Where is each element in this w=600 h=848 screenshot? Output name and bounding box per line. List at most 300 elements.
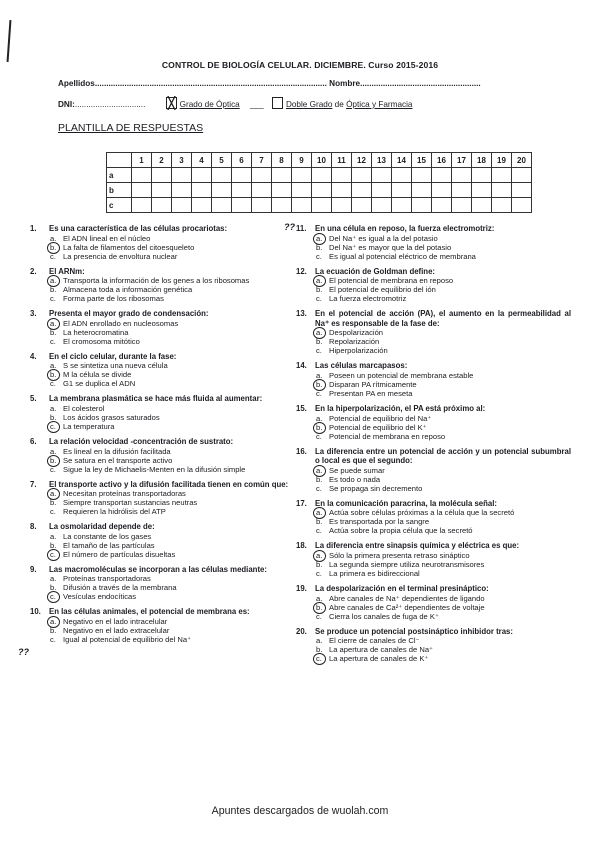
answer-option[interactable] xyxy=(30,379,305,388)
option-letter: c. xyxy=(316,431,322,441)
answer-option-circled[interactable] xyxy=(30,243,305,252)
grid-row-label: a xyxy=(107,168,132,183)
option-text: Potencial de membrana en reposo xyxy=(329,431,446,441)
answer-option-circled[interactable] xyxy=(30,550,305,559)
answer-option-circled[interactable] xyxy=(30,489,305,498)
option-letter: a. xyxy=(296,466,329,475)
question-number: 8. xyxy=(30,522,37,532)
grid-answer-cell[interactable] xyxy=(512,168,532,183)
grid-column-header: 12 xyxy=(352,153,372,168)
option-text: La apertura de canales de K⁺ xyxy=(329,654,429,664)
answer-option[interactable] xyxy=(296,636,571,645)
grid-answer-cell[interactable] xyxy=(192,198,212,213)
question-stem xyxy=(30,565,305,575)
answer-option[interactable] xyxy=(296,414,571,423)
grid-column-header: 4 xyxy=(192,153,212,168)
option-letter: a. xyxy=(50,531,57,541)
answer-option[interactable] xyxy=(30,404,305,413)
option-letter: a. xyxy=(296,276,329,285)
option-letter: a. xyxy=(316,636,323,646)
grid-answer-cell[interactable] xyxy=(212,183,232,198)
grid-column-header: 14 xyxy=(392,153,412,168)
grid-answer-cell[interactable] xyxy=(412,168,432,183)
option-letter: c. xyxy=(50,294,56,304)
option-letter: b. xyxy=(30,456,63,465)
grid-answer-cell[interactable] xyxy=(392,168,412,183)
grid-answer-cell[interactable] xyxy=(472,168,492,183)
question-number: 4. xyxy=(30,351,37,361)
answer-option[interactable] xyxy=(30,626,305,635)
option-letter: b. xyxy=(316,645,323,655)
grid-answer-cell[interactable] xyxy=(492,198,512,213)
option-text: El potencial de membrana en reposo xyxy=(329,276,454,286)
answer-option[interactable] xyxy=(30,541,305,550)
grid-answer-cell[interactable] xyxy=(132,198,152,213)
answer-option[interactable] xyxy=(296,252,571,261)
question-7 xyxy=(30,480,305,517)
grid-answer-cell[interactable] xyxy=(312,198,332,213)
answer-option[interactable] xyxy=(30,635,305,644)
option-letter: a. xyxy=(50,574,57,584)
grid-column-header: 20 xyxy=(512,153,532,168)
question-text: La diferencia entre un potencial de acción y un potencial subumbral o local es que el segundo: xyxy=(315,446,571,466)
option-text: Igual al potencial de equilibrio del Na⁺ xyxy=(63,634,192,644)
question-1 xyxy=(30,224,305,261)
grid-answer-cell[interactable] xyxy=(172,198,192,213)
answer-option[interactable] xyxy=(296,645,571,654)
option-letter: a. xyxy=(316,370,323,380)
option-letter: c. xyxy=(30,592,63,601)
grid-answer-cell[interactable] xyxy=(132,183,152,198)
answer-option-circled[interactable] xyxy=(296,466,571,475)
answer-option[interactable] xyxy=(296,371,571,380)
option-text: Se satura en el transporte activo xyxy=(63,455,173,465)
question-text: Es una característica de las células procariotas: xyxy=(49,224,228,233)
option-letter: a. xyxy=(50,233,57,243)
answer-option-circled[interactable] xyxy=(296,551,571,560)
option-letter: a. xyxy=(316,593,323,603)
answer-option-circled[interactable] xyxy=(296,654,571,663)
option-text: El ADN lineal en el núcleo xyxy=(63,233,151,243)
option-letter: b. xyxy=(316,242,323,252)
grid-column-header: 16 xyxy=(432,153,452,168)
grid-column-header: 13 xyxy=(372,153,392,168)
option-text: La constante de los gases xyxy=(63,531,152,541)
question-text: El transporte activo y la difusión facilitada tienen en común que: xyxy=(49,479,289,489)
question-5 xyxy=(30,394,305,431)
grid-answer-cell[interactable] xyxy=(472,198,492,213)
answer-option[interactable] xyxy=(30,507,305,516)
option-letter: b. xyxy=(296,380,329,389)
grid-column-header: 19 xyxy=(492,153,512,168)
grid-answer-cell[interactable] xyxy=(192,168,212,183)
grid-answer-cell[interactable] xyxy=(512,183,532,198)
doble-grado-checkbox[interactable] xyxy=(272,97,283,109)
answer-option-circled[interactable] xyxy=(30,456,305,465)
grid-column-header: 9 xyxy=(292,153,312,168)
option-text: Requieren la hidrólisis del ATP xyxy=(63,507,166,517)
grid-answer-cell[interactable] xyxy=(492,183,512,198)
question-text: En la hiperpolarización, el PA está próximo al: xyxy=(315,403,486,413)
option-text: Siempre transportan sustancias neutras xyxy=(63,498,198,508)
grid-answer-cell[interactable] xyxy=(332,183,352,198)
grid-column-header: 11 xyxy=(332,153,352,168)
answer-option[interactable] xyxy=(30,361,305,370)
answer-option[interactable] xyxy=(296,346,571,355)
answer-option-circled[interactable] xyxy=(30,617,305,626)
grid-answer-cell[interactable] xyxy=(272,198,292,213)
answer-option-circled[interactable] xyxy=(30,319,305,328)
grid-answer-cell[interactable] xyxy=(212,168,232,183)
question-number: 9. xyxy=(30,564,37,574)
option-text: Vesículas endocíticas xyxy=(63,592,137,602)
option-letter: a. xyxy=(30,319,63,328)
grid-column-header: 18 xyxy=(472,153,492,168)
option-text: El cierre de canales de Cl⁻ xyxy=(329,636,420,646)
option-letter: b. xyxy=(50,498,57,508)
question-8 xyxy=(30,522,305,559)
answer-option[interactable] xyxy=(296,337,571,346)
answer-option[interactable] xyxy=(30,294,305,303)
answer-option[interactable] xyxy=(30,465,305,474)
dni-field[interactable]: ............................... xyxy=(74,100,146,109)
grid-answer-cell[interactable] xyxy=(372,198,392,213)
grid-answer-cell[interactable] xyxy=(272,183,292,198)
option-text: M la célula se divide xyxy=(63,370,132,380)
dni-line: DNI:............................... Grado de Óptica ___ Doble Grado de Óptica y Farmacia xyxy=(58,97,413,109)
question-number: 19. xyxy=(296,583,307,593)
grid-answer-cell[interactable] xyxy=(512,198,532,213)
grid-answer-cell[interactable] xyxy=(232,168,252,183)
question-4 xyxy=(30,352,305,389)
answer-option[interactable] xyxy=(296,432,571,441)
question-text: En el potencial de acción (PA), el aumento en la permeabilidad al Na⁺ es responsable de la fase de: xyxy=(315,309,571,328)
option-text: Es igual al potencial eléctrico de membrana xyxy=(329,251,476,261)
question-number: 1. xyxy=(30,224,37,233)
question-text: En el ciclo celular, durante la fase: xyxy=(49,351,177,361)
grid-answer-cell[interactable] xyxy=(232,183,252,198)
grid-answer-cell[interactable] xyxy=(472,183,492,198)
option-text: Negativo en el lado extracelular xyxy=(63,625,170,635)
option-letter: a. xyxy=(296,508,329,517)
question-number: 3. xyxy=(30,309,37,319)
option-text: El tamaño de las partículas xyxy=(63,540,155,550)
grid-answer-cell[interactable] xyxy=(152,183,172,198)
grid-answer-cell[interactable] xyxy=(452,168,472,183)
answer-option[interactable] xyxy=(30,337,305,346)
answer-option[interactable] xyxy=(30,413,305,422)
option-text: Se propaga sin decremento xyxy=(329,483,423,493)
answer-option[interactable] xyxy=(30,328,305,337)
question-10 xyxy=(30,607,305,644)
grid-answer-cell[interactable] xyxy=(132,168,152,183)
grid-answer-cell[interactable] xyxy=(292,183,312,198)
option-text: Proteínas transportadoras xyxy=(63,574,151,584)
grid-answer-cell[interactable] xyxy=(332,198,352,213)
option-letter: b. xyxy=(50,625,57,635)
option-letter: b. xyxy=(296,603,329,612)
answer-option[interactable] xyxy=(296,243,571,252)
question-stem xyxy=(30,309,305,319)
option-text: Negativo en el lado intracelular xyxy=(63,616,168,626)
answer-option[interactable] xyxy=(30,574,305,583)
option-letter: b. xyxy=(50,412,57,422)
question-stem xyxy=(30,522,305,532)
option-text: Sólo la primera presenta retraso sináptico xyxy=(329,550,470,560)
option-text: Potencial de equilibrio del K⁺ xyxy=(329,422,427,432)
question-number: 5. xyxy=(30,394,37,404)
answer-option[interactable] xyxy=(296,517,571,526)
answer-option[interactable] xyxy=(296,594,571,603)
answer-option-circled[interactable] xyxy=(30,422,305,431)
question-text: En la comunicación paracrina, la molécula señal: xyxy=(315,498,497,508)
answer-option-circled[interactable] xyxy=(296,380,571,389)
question-text: Las macromoléculas se incorporan a las células mediante: xyxy=(49,564,267,574)
answer-option-circled[interactable] xyxy=(296,423,571,432)
question-number: 13. xyxy=(296,309,307,319)
apellidos-label: Apellidos xyxy=(58,79,95,88)
grid-column-header: 8 xyxy=(272,153,292,168)
question-text: La relación velocidad -concentración de sustrato: xyxy=(49,436,234,446)
question-2 xyxy=(30,267,305,304)
option-text: Se puede sumar xyxy=(329,465,385,475)
answer-option-circled[interactable] xyxy=(296,276,571,285)
pen-mark xyxy=(7,20,12,62)
grado-optica-checkbox[interactable] xyxy=(166,97,177,109)
grid-answer-cell[interactable] xyxy=(352,168,372,183)
exam-title: CONTROL DE BIOLOGÍA CELULAR. DICIEMBRE. Curso 2015-2016 xyxy=(161,60,439,70)
option-letter: c. xyxy=(50,251,56,261)
grid-answer-cell[interactable] xyxy=(312,168,332,183)
option-letter: a. xyxy=(296,551,329,560)
option-letter: a. xyxy=(50,403,57,413)
option-letter: c. xyxy=(316,251,322,261)
option-letter: b. xyxy=(50,327,57,337)
option-letter: c. xyxy=(50,634,56,644)
apellidos-field[interactable]: ...................................................................................................... xyxy=(94,79,327,88)
option-letter: b. xyxy=(316,517,323,527)
question-stem xyxy=(296,541,571,551)
question-number: 17. xyxy=(296,498,307,508)
grid-answer-cell[interactable] xyxy=(432,168,452,183)
option-text: Potencial de equilibrio del Na⁺ xyxy=(329,413,432,423)
grid-answer-cell[interactable] xyxy=(352,198,372,213)
question-text: Las células marcapasos: xyxy=(315,361,408,371)
grid-answer-cell[interactable] xyxy=(212,198,232,213)
answer-option-circled[interactable] xyxy=(30,276,305,285)
option-letter: a. xyxy=(30,489,63,498)
grid-answer-cell[interactable] xyxy=(372,168,392,183)
question-11 xyxy=(296,224,571,261)
blank-line: ___ xyxy=(250,100,264,109)
option-letter: b. xyxy=(316,285,323,295)
option-letter: c. xyxy=(30,550,63,559)
answer-option[interactable] xyxy=(30,498,305,507)
option-text: Cierra los canales de fuga de K⁺ xyxy=(329,611,439,621)
option-letter: b. xyxy=(30,243,63,252)
grid-answer-cell[interactable] xyxy=(452,198,472,213)
grid-answer-cell[interactable] xyxy=(452,183,472,198)
option-letter: c. xyxy=(50,379,56,389)
question-text: En una célula en reposo, la fuerza electromotriz: xyxy=(315,224,495,233)
grid-answer-cell[interactable] xyxy=(412,198,432,213)
grid-column-header: 5 xyxy=(212,153,232,168)
question-16 xyxy=(296,447,571,493)
option-letter: b. xyxy=(316,474,323,484)
grid-answer-cell[interactable] xyxy=(172,183,192,198)
question-stem xyxy=(296,499,571,509)
option-text: La temperatura xyxy=(63,421,115,431)
answer-option[interactable] xyxy=(296,569,571,578)
grid-answer-cell[interactable] xyxy=(252,198,272,213)
answer-option[interactable] xyxy=(296,484,571,493)
grid-answer-cell[interactable] xyxy=(172,168,192,183)
option-letter: c. xyxy=(30,422,63,431)
grid-answer-cell[interactable] xyxy=(432,183,452,198)
option-text: El número de partículas disueltas xyxy=(63,549,176,559)
grid-answer-cell[interactable] xyxy=(152,198,172,213)
question-stem xyxy=(296,584,571,594)
grid-answer-cell[interactable] xyxy=(492,168,512,183)
answer-option-circled[interactable] xyxy=(296,234,571,243)
option-text: Hiperpolarización xyxy=(329,346,388,356)
answer-option[interactable] xyxy=(296,294,571,303)
answer-option[interactable] xyxy=(296,475,571,484)
grid-answer-cell[interactable] xyxy=(332,168,352,183)
option-letter: c. xyxy=(50,464,56,474)
option-text: Necesitan proteínas transportadoras xyxy=(63,489,186,499)
option-text: Repolarización xyxy=(329,337,380,347)
question-stem xyxy=(30,480,305,490)
option-letter: c. xyxy=(316,388,322,398)
question-14 xyxy=(296,361,571,398)
question-20 xyxy=(296,627,571,664)
question-text: La despolarización en el terminal presináptico: xyxy=(315,583,489,593)
question-stem xyxy=(30,394,305,404)
option-letter: b. xyxy=(316,337,323,347)
nombre-label: Nombre xyxy=(329,79,361,88)
grid-answer-cell[interactable] xyxy=(312,183,332,198)
option-text: Presentan PA en meseta xyxy=(329,388,413,398)
question-stem xyxy=(30,352,305,362)
option-text: Es todo o nada xyxy=(329,474,381,484)
question-stem xyxy=(296,447,571,466)
question-stem xyxy=(296,404,571,414)
question-number: 16. xyxy=(296,446,307,456)
option-text: El potencial de equilibrio del ión xyxy=(329,285,436,295)
answer-option-circled[interactable] xyxy=(296,328,571,337)
option-text: La primera es bidireccional xyxy=(329,568,420,578)
option-letter: a. xyxy=(296,234,329,243)
answer-option-circled[interactable] xyxy=(30,592,305,601)
question-stem xyxy=(296,361,571,371)
option-letter: b. xyxy=(50,285,57,295)
question-text: La osmolaridad depende de: xyxy=(49,522,155,532)
answer-option[interactable] xyxy=(296,526,571,535)
question-text: Se produce un potencial postsináptico inhibidor tras: xyxy=(315,626,513,636)
answer-grid xyxy=(106,152,532,213)
question-17 xyxy=(296,499,571,536)
grid-column-header: 17 xyxy=(452,153,472,168)
dni-label: DNI: xyxy=(58,100,75,109)
grid-answer-cell[interactable] xyxy=(252,183,272,198)
grid-answer-cell[interactable] xyxy=(392,183,412,198)
answer-option[interactable] xyxy=(296,560,571,569)
grid-answer-cell[interactable] xyxy=(192,183,212,198)
answer-option[interactable] xyxy=(30,532,305,541)
question-13 xyxy=(296,309,571,355)
answer-option[interactable] xyxy=(30,583,305,592)
option-letter: a. xyxy=(50,446,57,456)
option-text: El colesterol xyxy=(63,403,105,413)
answer-option[interactable] xyxy=(30,234,305,243)
answer-option-circled[interactable] xyxy=(296,603,571,612)
option-text: Sigue la ley de Michaelis-Menten en la difusión simple xyxy=(63,464,246,474)
grid-answer-cell[interactable] xyxy=(392,198,412,213)
grid-column-header: 10 xyxy=(312,153,332,168)
question-number: 18. xyxy=(296,541,307,551)
option-letter: c. xyxy=(316,294,322,304)
name-line xyxy=(58,79,481,88)
nombre-field[interactable]: ..................................................... xyxy=(360,79,481,88)
answer-option[interactable] xyxy=(296,389,571,398)
option-text: Actúa sobre células próximas a la célula que la secretó xyxy=(329,508,515,518)
grid-answer-cell[interactable] xyxy=(432,198,452,213)
answer-option[interactable] xyxy=(30,252,305,261)
option-text: Transporta la información de los genes a los ribosomas xyxy=(63,276,250,286)
option-letter: c. xyxy=(316,483,322,493)
option-letter: a. xyxy=(30,617,63,626)
question-number: 15. xyxy=(296,403,307,413)
question-15 xyxy=(296,404,571,441)
option-letter: a. xyxy=(50,361,57,371)
grid-answer-cell[interactable] xyxy=(252,168,272,183)
question-number: 20. xyxy=(296,626,307,636)
grid-answer-cell[interactable] xyxy=(292,168,312,183)
grid-answer-cell[interactable] xyxy=(352,183,372,198)
question-stem xyxy=(30,607,305,617)
grid-answer-cell[interactable] xyxy=(232,198,252,213)
question-text: En las células animales, el potencial de membrana es: xyxy=(49,607,250,617)
question-number: 14. xyxy=(296,361,307,371)
grid-answer-cell[interactable] xyxy=(272,168,292,183)
question-number: 6. xyxy=(30,436,37,446)
answer-option-circled[interactable] xyxy=(296,508,571,517)
option-text: La apertura de canales de Na⁺ xyxy=(329,645,434,655)
grid-row xyxy=(107,198,532,213)
question-stem xyxy=(296,267,571,277)
grid-answer-cell[interactable] xyxy=(152,168,172,183)
answer-option[interactable] xyxy=(30,285,305,294)
option-letter: a. xyxy=(30,276,63,285)
question-stem xyxy=(30,224,305,234)
answer-option-circled[interactable] xyxy=(30,370,305,379)
answer-option[interactable] xyxy=(296,612,571,621)
option-text: Poseen un potencial de membrana estable xyxy=(329,370,474,380)
option-letter: c. xyxy=(316,568,322,578)
question-12 xyxy=(296,267,571,304)
questions-right-column xyxy=(296,224,571,669)
grid-answer-cell[interactable] xyxy=(372,183,392,198)
grid-answer-cell[interactable] xyxy=(412,183,432,198)
grid-answer-cell[interactable] xyxy=(292,198,312,213)
answer-option[interactable] xyxy=(30,447,305,456)
grid-header-row xyxy=(107,153,532,168)
question-text: La ecuación de Goldman define: xyxy=(315,266,436,276)
answer-option[interactable] xyxy=(296,285,571,294)
option-letter: b. xyxy=(50,540,57,550)
grid-column-header: 2 xyxy=(152,153,172,168)
